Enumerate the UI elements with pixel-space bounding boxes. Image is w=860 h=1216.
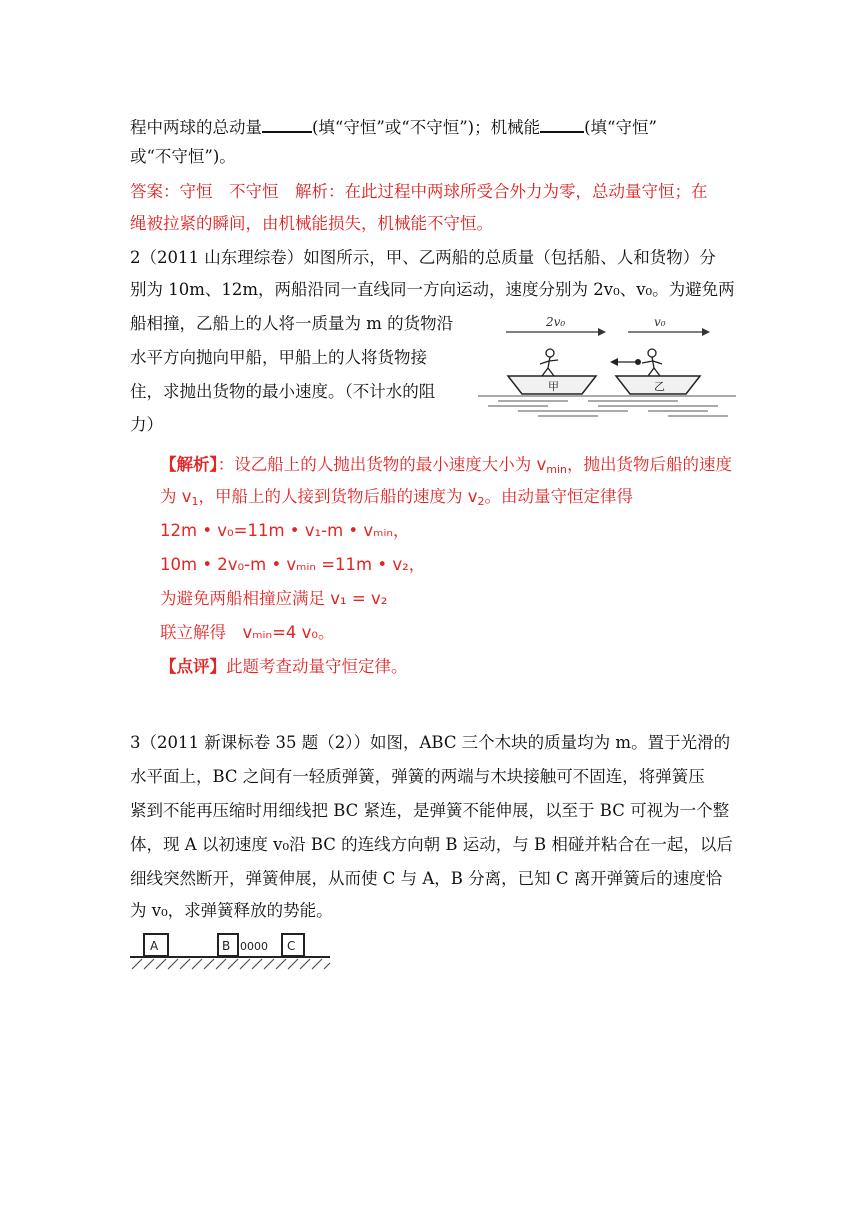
analysis-tag: 【解析】 (160, 455, 218, 474)
solution2-line2 (160, 485, 633, 514)
equation3: 为避免两船相撞应满足 v₁ = v₂ (160, 589, 388, 608)
text: 为 v (160, 487, 192, 506)
answer-blank (540, 113, 584, 133)
blocks-figure (130, 932, 332, 972)
arrow-head-icon (702, 328, 710, 336)
problem2-line6: 力） (130, 415, 163, 434)
comment-tag: 【点评】 (160, 657, 226, 676)
problem3-line2: 水平面上，BC 之间有一轻质弹簧，弹簧的两端与木块接触可不固连，将弹簧压 (130, 767, 705, 786)
boat-b-label: 乙 (654, 380, 665, 393)
block-c-label: C (287, 939, 296, 953)
arrow-head-icon (598, 328, 606, 336)
block-b-label: B (222, 939, 231, 953)
problem2-line3: 船相撞，乙船上的人将一质量为 m 的货物沿 (130, 314, 454, 333)
problem2-line2: 别为 10m、12m，两船沿同一直线同一方向运动，速度分别为 2v₀、v₀。为避免两 (130, 280, 735, 299)
problem3-line5: 细线突然断开，弹簧伸展，从而使 C 与 A，B 分离，已知 C 离开弹簧后的速度恰 (130, 869, 723, 888)
block-a-label: A (150, 939, 159, 953)
person-b-icon (642, 349, 662, 376)
problem3-line4: 体，现 A 以初速度 v₀沿 BC 的连线方向朝 B 运动，与 B 相碰并粘合在一起，以后 (130, 835, 733, 854)
text: 。由动量守恒定律得 (484, 487, 634, 506)
comment-line (160, 655, 408, 679)
problem1-line1 (130, 113, 657, 140)
comment-text: 此题考查动量守恒定律。 (226, 657, 408, 676)
cargo-icon (635, 359, 641, 365)
equation2: 10m • 2v₀-m • vₘᵢₙ =11m • v₂， (160, 555, 426, 574)
equation1: 12m • v₀=11m • v₁-m • vₘᵢₙ， (160, 521, 410, 540)
subscript: 2 (477, 495, 485, 508)
text: ：设乙船上的人抛出货物的最小速度大小为 v (217, 455, 547, 474)
problem2-line5: 住，求抛出货物的最小速度。（不计水的阻 (130, 382, 436, 401)
water-lines (478, 396, 736, 416)
problem3-line1: 3（2011 新课标卷 35 题（2））如图，ABC 三个木块的质量均为 m。置于光滑的 (130, 733, 731, 752)
answer-blank (262, 113, 312, 133)
text: (填“守恒” (584, 118, 657, 137)
problem2-line1: 2（2011 山东理综卷）如图所示，甲、乙两船的总质量（包括船、人和货物）分 (130, 248, 716, 267)
equation4: 联立解得 vₘᵢₙ=4 v₀。 (160, 623, 335, 642)
subscript: min (546, 463, 568, 476)
person-a-icon (540, 349, 558, 376)
text: ，抛出货物后船的速度 (567, 455, 733, 474)
answer1-line1: 答案：守恒 不守恒 解析：在此过程中两球所受合外力为零，总动量守恒；在 (130, 182, 708, 201)
problem1-line2: 或“不守恒”)。 (130, 147, 236, 166)
solution2-line1 (160, 453, 732, 482)
problem2-line4: 水平方向抛向甲船，甲船上的人将货物接 (130, 348, 427, 367)
spring-icon: 0000 (240, 940, 268, 953)
label-2v0: 2v₀ (546, 315, 566, 329)
problem3-line3: 紧到不能再压缩时用细线把 BC 紧连，是弹簧不能伸展，以至于 BC 可视为一个整 (130, 801, 730, 820)
text: (填“守恒”或“不守恒”)；机械能 (312, 118, 541, 137)
ground-hatch (132, 959, 330, 969)
answer1-line2: 绳被拉紧的瞬间，由机械能损失，机械能不守恒。 (130, 214, 493, 233)
text: ，甲船上的人接到货物后船的速度为 v (198, 487, 478, 506)
text: 程中两球的总动量 (130, 118, 262, 137)
arrow-head-icon (610, 358, 618, 366)
label-v0: v₀ (654, 315, 666, 329)
problem3-line6: 为 v₀，求弹簧释放的势能。 (130, 901, 333, 920)
boat-a-label: 甲 (548, 380, 559, 393)
boats-figure (478, 308, 742, 420)
subscript: 1 (191, 495, 199, 508)
